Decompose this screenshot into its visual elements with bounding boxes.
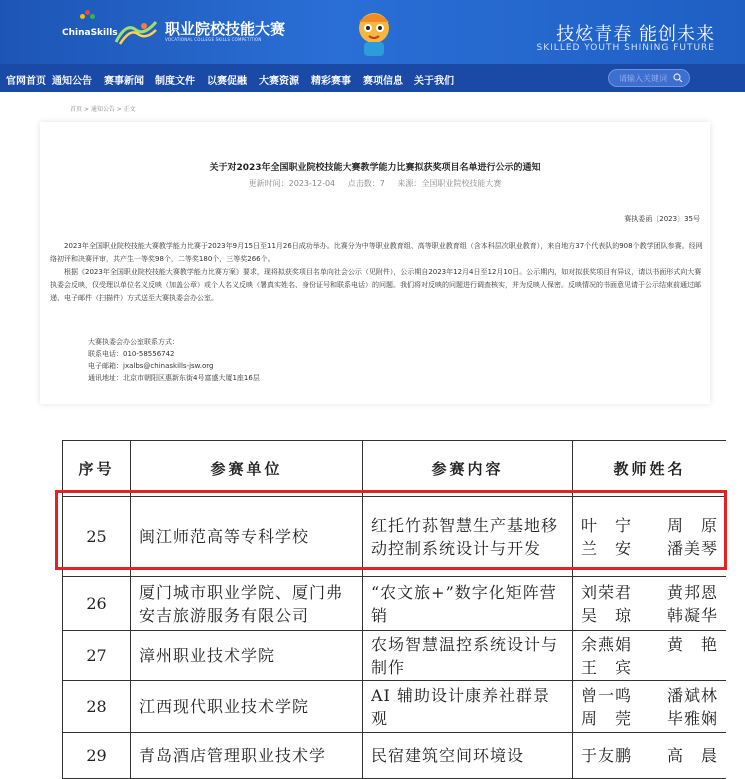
header-content: 参赛内容 xyxy=(363,441,573,497)
contact-email: 电子邮箱：jxalbs@chinaskills-jsw.org xyxy=(88,362,214,370)
row-teachers xyxy=(573,497,727,577)
teacher-name: 吴 琼 xyxy=(581,605,633,625)
row-number: 26 xyxy=(63,577,131,631)
teacher-name: 周 莞 xyxy=(581,708,633,728)
site-title: 职业院校技能大赛 xyxy=(165,20,286,38)
row-content: “农文旅+”数字化矩阵营销 xyxy=(363,577,573,631)
nav-item-regulations[interactable]: 制度文件 xyxy=(155,76,195,87)
row-unit: 厦门城市职业学院、厦门弗安吉旅游服务有限公司 xyxy=(131,577,363,631)
article-paragraph-2: 根据《2023年全国职业院校技能大赛教学能力比赛方案》要求，现将拟获奖项目名单向社会公示（见附件），公示期自2023年12月4日至12月10日。公示期内，如对拟获奖项目有异议，请以书面形式向大赛执委会反映，仅受理以单位名义反映（加盖公章）或个人名义反映（署真实姓名、身份证号和联系电话）的问题。我们将对反映的问题进行调查核实，并为反映人保密。反映情况的书面意见请于公示结束前通过邮递、电子邮件（扫描件）方式送至大赛执委会办公室。 xyxy=(50,268,702,302)
row-unit: 闽江师范高等专科学校 xyxy=(131,497,363,577)
table-row xyxy=(63,497,727,577)
row-number: 29 xyxy=(63,733,131,779)
teacher-name: 毕雅娴 xyxy=(666,708,718,728)
article-clicks: 点击数：7 xyxy=(347,179,385,188)
teacher-name: 潘美琴 xyxy=(666,538,718,558)
teacher-name: 韩凝华 xyxy=(666,605,718,625)
article-title: 关于对2023年全国职业院校技能大赛教学能力比赛拟获奖项目名单进行公示的通知 xyxy=(209,163,541,173)
table-row xyxy=(63,681,727,733)
row-number: 25 xyxy=(63,497,131,577)
table-header-row xyxy=(63,441,727,497)
row-unit: 江西现代职业技术学院 xyxy=(131,681,363,733)
nav-item-integration[interactable]: 以赛促融 xyxy=(207,76,247,87)
brand-left-text: ChinaSkills xyxy=(62,28,118,38)
teacher-name: 王 宾 xyxy=(581,657,633,677)
nav-item-resources[interactable]: 大赛资源 xyxy=(259,76,299,87)
row-unit: 青岛酒店管理职业技术学 xyxy=(131,733,363,779)
nav-item-news[interactable]: 赛事新闻 xyxy=(104,76,144,87)
table-row xyxy=(63,631,727,681)
row-teachers xyxy=(573,577,727,631)
teacher-name: 叶 宁 xyxy=(581,515,633,535)
row-content: 民宿建筑空间环境设 xyxy=(363,733,573,779)
contact-address: 通讯地址：北京市朝阳区惠新东街4号富盛大厦1座16层 xyxy=(88,374,260,382)
article-paragraph-1: 2023年全国职业院校技能大赛教学能力比赛于2023年9月15日至11月26日成功举办。比赛分为中等职业教育组、高等职业教育组（含本科层次职业教育），来自地方37个代表队的908个教学团队参赛。经网络初评和决赛评审，共产生一等奖98个，二等奖180个，三等奖266个。 xyxy=(50,242,703,263)
nav-item-home[interactable]: 官网首页 xyxy=(6,76,46,87)
header-number: 序号 xyxy=(63,441,131,497)
site-subtitle: VOCATIONAL COLLEGE SKILLS COMPETITION xyxy=(165,37,262,42)
article-container xyxy=(40,122,710,404)
breadcrumb[interactable]: 首页 > 通知公告 > 正文 xyxy=(70,106,136,113)
teacher-name: 兰 安 xyxy=(581,538,633,558)
teacher-name: 余燕娟 xyxy=(581,634,633,654)
award-table xyxy=(62,440,726,779)
article-source: 来源：全国职业院校技能大赛 xyxy=(397,179,502,188)
row-content: AI 辅助设计康养社群景观 xyxy=(363,681,573,733)
contact-title: 大赛执委会办公室联系方式： xyxy=(88,338,179,346)
teacher-name: 曾一鸣 xyxy=(581,685,633,705)
contact-info xyxy=(88,336,260,384)
main-nav xyxy=(0,64,745,92)
slogan-chinese: 技炫青春 能创未来 xyxy=(556,24,715,45)
row-teachers xyxy=(573,681,727,733)
teacher-name: 刘荣君 xyxy=(581,582,633,602)
row-number: 28 xyxy=(63,681,131,733)
contact-phone: 联系电话：010-58556742 xyxy=(88,350,175,358)
header-unit: 参赛单位 xyxy=(131,441,363,497)
row-teachers xyxy=(573,733,727,779)
award-table-container xyxy=(62,440,726,779)
article-body xyxy=(50,240,704,305)
teacher-name: 于友鹏 xyxy=(581,746,633,765)
row-number: 27 xyxy=(63,631,131,681)
site-header xyxy=(0,0,745,64)
nav-item-events[interactable]: 赛项信息 xyxy=(363,76,403,87)
header-teachers: 教师姓名 xyxy=(573,441,727,497)
row-teachers xyxy=(573,631,727,681)
mascot-icon xyxy=(350,6,398,58)
nav-item-highlights[interactable]: 精彩赛事 xyxy=(311,76,351,87)
document-number: 赛执委函〔2023〕35号 xyxy=(624,215,700,223)
nav-item-about[interactable]: 关于我们 xyxy=(414,76,454,87)
search-input[interactable] xyxy=(608,69,690,87)
table-row xyxy=(63,577,727,631)
chinaskills-mark-icon xyxy=(80,10,96,22)
table-row xyxy=(63,733,727,779)
article-meta xyxy=(40,178,710,189)
teacher-name: 黄邦恩 xyxy=(666,582,718,602)
teacher-name: 周 原 xyxy=(666,515,718,535)
teacher-name: 潘斌林 xyxy=(666,685,718,705)
search-placeholder: 请输入关键词 xyxy=(619,74,667,83)
row-content: 红托竹荪智慧生产基地移动控制系统设计与开发 xyxy=(363,497,573,577)
row-content: 农场智慧温控系统设计与制作 xyxy=(363,631,573,681)
teacher-name: 高 晨 xyxy=(666,746,718,765)
teacher-name: 黄 艳 xyxy=(666,634,718,654)
slogan-english: SKILLED YOUTH SHINING FUTURE xyxy=(536,43,715,53)
competition-logo-icon xyxy=(114,18,158,46)
nav-item-notices[interactable]: 通知公告 xyxy=(52,76,92,87)
row-unit: 漳州职业技术学院 xyxy=(131,631,363,681)
article-update-time: 更新时间：2023-12-04 xyxy=(248,179,336,188)
search-icon[interactable] xyxy=(673,73,683,83)
